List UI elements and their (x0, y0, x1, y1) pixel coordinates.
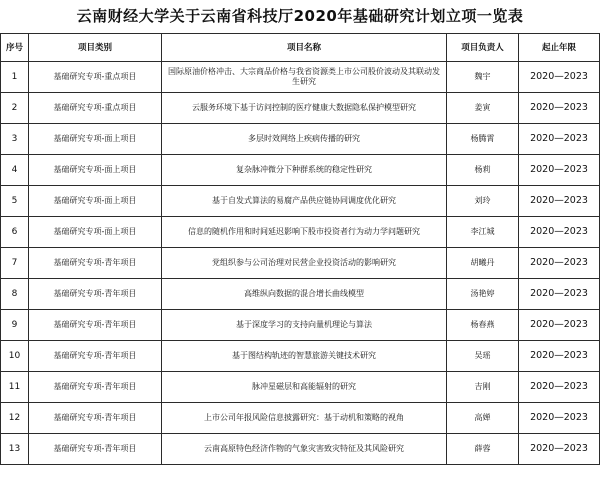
cell-category[interactable]: 基础研究专项-青年项目 (29, 310, 162, 341)
cell-period[interactable]: 2020—2023 (519, 279, 600, 310)
header-row (1, 34, 600, 62)
cell-category[interactable]: 基础研究专项-青年项目 (29, 248, 162, 279)
cell-name[interactable]: 国际原油价格冲击、大宗商品价格与我省资源类上市公司股价波动及其联动发生研究 (162, 62, 447, 93)
cell-leader[interactable]: 杨莉 (447, 155, 519, 186)
table-row (1, 310, 600, 341)
table-row (1, 155, 600, 186)
cell-name[interactable]: 云南高原特色经济作物的气象灾害致灾特征及其风险研究 (162, 434, 447, 465)
cell-category[interactable]: 基础研究专项-面上项目 (29, 124, 162, 155)
cell-name[interactable]: 复杂脉冲微分下种群系统的稳定性研究 (162, 155, 447, 186)
table-row (1, 217, 600, 248)
cell-no[interactable]: 6 (1, 217, 29, 248)
cell-category[interactable]: 基础研究专项-青年项目 (29, 434, 162, 465)
cell-leader[interactable]: 高婵 (447, 403, 519, 434)
cell-no[interactable]: 7 (1, 248, 29, 279)
cell-period[interactable]: 2020—2023 (519, 248, 600, 279)
cell-category[interactable]: 基础研究专项-重点项目 (29, 93, 162, 124)
table-row (1, 93, 600, 124)
table-row (1, 186, 600, 217)
header-no[interactable]: 序号 (1, 34, 29, 62)
document-title: 云南财经大学关于云南省科技厅2020年基础研究计划立项一览表 (76, 7, 524, 25)
table-row (1, 279, 600, 310)
cell-period[interactable]: 2020—2023 (519, 341, 600, 372)
cell-name[interactable]: 多层时效网络上疾病传播的研究 (162, 124, 447, 155)
table-row (1, 403, 600, 434)
cell-name[interactable]: 基于图结构轨迹的智慧旅游关键技术研究 (162, 341, 447, 372)
cell-name[interactable]: 脉冲星磁层和高能辐射的研究 (162, 372, 447, 403)
cell-period[interactable]: 2020—2023 (519, 62, 600, 93)
cell-no[interactable]: 5 (1, 186, 29, 217)
cell-no[interactable]: 3 (1, 124, 29, 155)
cell-leader[interactable]: 杨腾霄 (447, 124, 519, 155)
header-period[interactable]: 起止年限 (519, 34, 600, 62)
cell-category[interactable]: 基础研究专项-面上项目 (29, 186, 162, 217)
cell-category[interactable]: 基础研究专项-青年项目 (29, 279, 162, 310)
cell-period[interactable]: 2020—2023 (519, 93, 600, 124)
cell-leader[interactable]: 薛蓉 (447, 434, 519, 465)
cell-category[interactable]: 基础研究专项-面上项目 (29, 155, 162, 186)
header-category[interactable]: 项目类别 (29, 34, 162, 62)
table-row (1, 124, 600, 155)
cell-period[interactable]: 2020—2023 (519, 186, 600, 217)
cell-category[interactable]: 基础研究专项-青年项目 (29, 341, 162, 372)
cell-period[interactable]: 2020—2023 (519, 155, 600, 186)
cell-no[interactable]: 11 (1, 372, 29, 403)
cell-period[interactable]: 2020—2023 (519, 124, 600, 155)
cell-name[interactable]: 党组织参与公司治理对民营企业投资活动的影响研究 (162, 248, 447, 279)
table-row (1, 62, 600, 93)
cell-period[interactable]: 2020—2023 (519, 434, 600, 465)
cell-period[interactable]: 2020—2023 (519, 310, 600, 341)
cell-leader[interactable]: 刘玲 (447, 186, 519, 217)
table-row (1, 341, 600, 372)
cell-name[interactable]: 基于深度学习的支持向量机理论与算法 (162, 310, 447, 341)
cell-no[interactable]: 4 (1, 155, 29, 186)
cell-no[interactable]: 10 (1, 341, 29, 372)
project-table (0, 33, 600, 465)
cell-category[interactable]: 基础研究专项-青年项目 (29, 403, 162, 434)
cell-no[interactable]: 9 (1, 310, 29, 341)
cell-period[interactable]: 2020—2023 (519, 217, 600, 248)
cell-leader[interactable]: 胡曦丹 (447, 248, 519, 279)
cell-no[interactable]: 2 (1, 93, 29, 124)
table-row (1, 434, 600, 465)
table-row (1, 248, 600, 279)
cell-name[interactable]: 高维纵向数据的混合增长曲线模型 (162, 279, 447, 310)
cell-leader[interactable]: 姜寅 (447, 93, 519, 124)
cell-leader[interactable]: 魏宇 (447, 62, 519, 93)
cell-period[interactable]: 2020—2023 (519, 403, 600, 434)
cell-name[interactable]: 上市公司年报风险信息披露研究：基于动机和策略的视角 (162, 403, 447, 434)
table-row (1, 372, 600, 403)
header-name[interactable]: 项目名称 (162, 34, 447, 62)
cell-category[interactable]: 基础研究专项-重点项目 (29, 62, 162, 93)
cell-name[interactable]: 基于自发式算法的易腐产品供应链协同调度优化研究 (162, 186, 447, 217)
cell-no[interactable]: 1 (1, 62, 29, 93)
cell-name[interactable]: 信息的随机作用和时间延迟影响下股市投资者行为动力学问题研究 (162, 217, 447, 248)
cell-leader[interactable]: 吉刚 (447, 372, 519, 403)
cell-category[interactable]: 基础研究专项-面上项目 (29, 217, 162, 248)
cell-no[interactable]: 13 (1, 434, 29, 465)
cell-leader[interactable]: 杨春燕 (447, 310, 519, 341)
cell-name[interactable]: 云服务环境下基于访问控制的医疗健康大数据隐私保护模型研究 (162, 93, 447, 124)
cell-leader[interactable]: 吴瑶 (447, 341, 519, 372)
cell-no[interactable]: 12 (1, 403, 29, 434)
cell-period[interactable]: 2020—2023 (519, 372, 600, 403)
cell-leader[interactable]: 汤艳婷 (447, 279, 519, 310)
cell-no[interactable]: 8 (1, 279, 29, 310)
cell-category[interactable]: 基础研究专项-青年项目 (29, 372, 162, 403)
cell-leader[interactable]: 李江城 (447, 217, 519, 248)
header-leader[interactable]: 项目负责人 (447, 34, 519, 62)
